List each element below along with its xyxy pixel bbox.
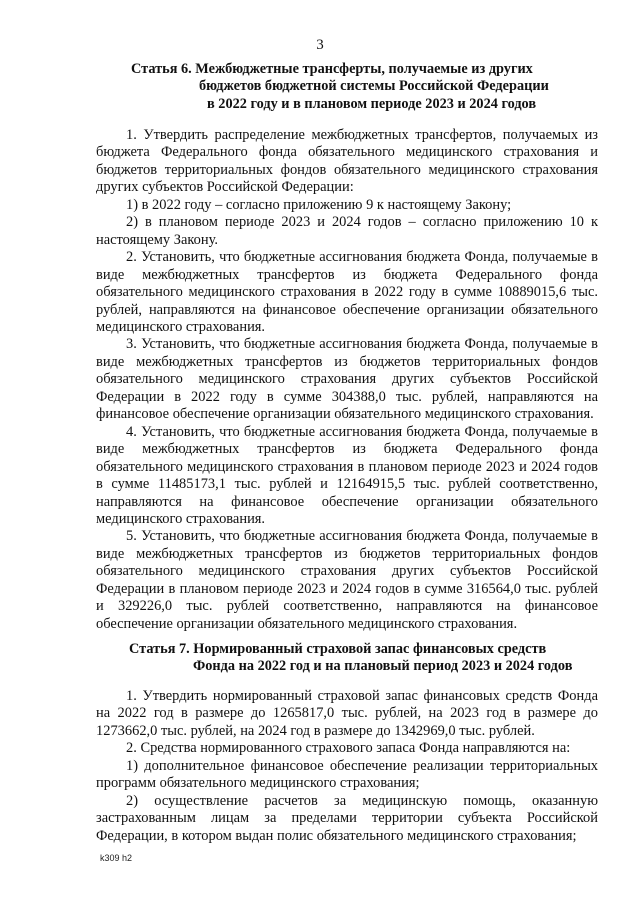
paragraph: 2. Установить, что бюджетные ассигнования бюджета Фонда, получаемые в виде межбюджетных трансфертов из бюджета Федерального фонда обязательного медицинского страхования в 2022 году в сумме 10889015,6 тыс. рублей, направляются на финансовое обеспечение организации обязательного медицинского страхования.: [96, 249, 598, 335]
heading-line: в 2022 году и в плановом периоде 2023 и 2024 годов: [207, 95, 537, 112]
article-6-heading: [0, 61, 640, 113]
article-6-body: [96, 127, 598, 633]
paragraph: 1) дополнительное финансовое обеспечение реализации территориальных программ обязательного медицинского страхования;: [96, 757, 598, 792]
paragraph: 3. Установить, что бюджетные ассигнования бюджета Фонда, получаемые в виде межбюджетных трансфертов из бюджетов территориальных фондов обязательного медицинского страхования других субъектов Российской Федерации в 2022 году в сумме 304388,0 тыс. рублей, направляются на финансовое обеспечение организации обязательного медицинского страхования.: [96, 336, 598, 423]
heading-line: Статья 7. Нормированный страховой запас финансовых средств: [129, 641, 547, 657]
paragraph: 2. Средства нормированного страхового запаса Фонда направляются на:: [126, 740, 571, 757]
paragraph: 5. Установить, что бюджетные ассигнования бюджета Фонда, получаемые в виде межбюджетных трансфертов из бюджетов территориальных фондов обязательного медицинского страхования других субъектов Российской Федерации в плановом периоде 2023 и 2024 годов в сумме 316564,0 тыс. рублей и 329226,0 тыс. рублей соответственно, направляются на финансовое обеспечение организации обязательного медицинского страхования.: [96, 528, 598, 632]
heading-line: бюджетов бюджетной системы Российской Федерации: [199, 78, 549, 95]
paragraph: 1) в 2022 году – согласно приложению 9 к настоящему Закону;: [126, 196, 512, 213]
page-number: 3: [316, 37, 324, 53]
heading-line: Фонда на 2022 год и на плановый период 2023 и 2024 годов: [193, 658, 573, 675]
document-code: k309 h2: [100, 853, 133, 863]
paragraph: 1. Утвердить нормированный страховой запас финансовых средств Фонда на 2022 год в размере до 1265817,0 тыс. рублей, на 2023 год в размере до 1273662,0 тыс. рублей, на 2024 год в размере до 1342969,0 тыс. рублей.: [96, 688, 598, 739]
article-7-body: [96, 688, 598, 845]
paragraph: 4. Установить, что бюджетные ассигнования бюджета Фонда, получаемые в виде межбюджетных трансфертов из бюджета Федерального фонда обязательного медицинского страхования в плановом периоде 2023 и 2024 годов в сумме 11485173,1 тыс. рублей и 12164915,5 тыс. рублей соответственно, направляются на финансовое обеспечение организации обязательного медицинского страхования.: [96, 423, 598, 527]
paragraph: 2) осуществление расчетов за медицинскую помощь, оказанную застрахованным лицам за пределами территории субъекта Российской Федерации, в котором выдан полис обязательного медицинского страхования;: [96, 792, 598, 844]
paragraph: 2) в плановом периоде 2023 и 2024 годов – согласно приложению 10 к настоящему Закону.: [96, 214, 598, 248]
paragraph: 1. Утвердить распределение межбюджетных трансфертов, получаемых из бюджета Федерального фонда обязательного медицинского страхования и бюджетов территориальных фондов обязательного медицинского страхования других субъектов Российской Федерации:: [96, 127, 598, 196]
article-7-heading: [0, 641, 640, 676]
heading-line: Статья 6. Межбюджетные трансферты, получаемые из других: [131, 61, 533, 77]
